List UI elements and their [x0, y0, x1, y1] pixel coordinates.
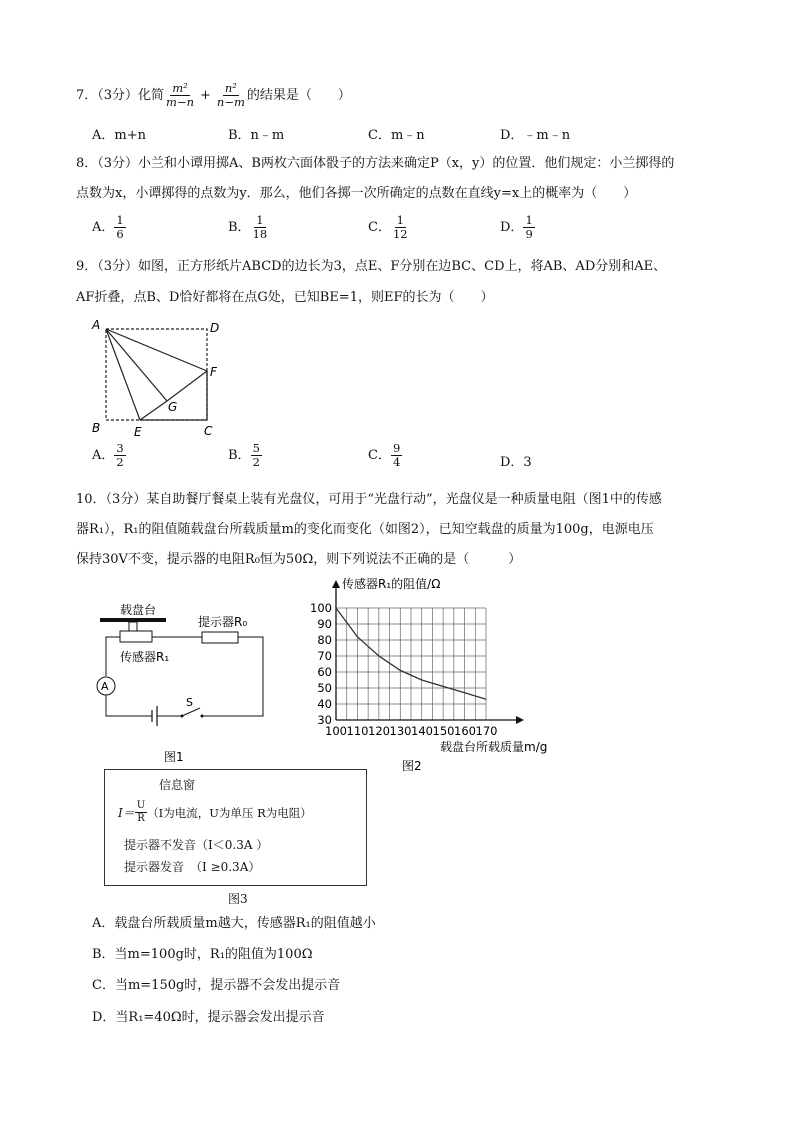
- circuit-diagram: [90, 596, 280, 771]
- x-tick-label: 100: [325, 724, 347, 738]
- segment-ag: [106, 329, 167, 401]
- q9-option-c-fraction: $\frac{9}{4}$: [392, 441, 401, 469]
- switch-pivot: [181, 715, 184, 718]
- q9-option-b[interactable]: B． $\frac{5}{2}$: [228, 441, 260, 469]
- r0-label: 提示器R₀: [198, 615, 248, 629]
- x-tick-label: 160: [454, 724, 476, 738]
- label-b: B: [92, 421, 101, 435]
- segment-eg: [140, 401, 167, 420]
- q8-option-b[interactable]: B． $\frac{1}{18}$: [228, 213, 268, 241]
- segment-af: [106, 329, 207, 371]
- q8-option-d-fraction: $\frac{1}{9}$: [525, 213, 533, 241]
- info-line-silent: 提示器不发音（I＜0.3A ）: [124, 838, 269, 852]
- tray-label: 载盘台: [120, 603, 157, 617]
- x-tick-label: 150: [432, 724, 455, 738]
- segment-ae: [106, 329, 140, 420]
- y-tick-label: 60: [317, 665, 332, 679]
- q10-line-1: 10．（3分）某自助餐厅餐桌上装有光盘仪，可用于“光盘行动”，光盘仪是一种质量电阻（图1中的传感: [76, 492, 662, 507]
- q8-option-d[interactable]: D． $\frac{1}{9}$: [500, 213, 533, 241]
- q8-option-b-fraction: $\frac{1}{18}$: [252, 213, 268, 241]
- x-tick-label: 170: [475, 724, 498, 738]
- x-tick-label: 130: [389, 724, 412, 738]
- fig3-caption: 图3: [228, 892, 248, 906]
- label-a: A: [92, 318, 101, 332]
- x-tick-label: 140: [411, 724, 433, 738]
- q7-fraction-1: $\frac{\text{m²}}{m-n}$: [166, 81, 194, 109]
- x-axis-label: 载盘台所载质量m/g: [440, 740, 548, 754]
- q9-option-b-fraction: $\frac{5}{2}$: [252, 441, 260, 469]
- resistance-chart: [308, 574, 570, 776]
- sensor-r1: [120, 631, 152, 642]
- chart-grid: [336, 608, 486, 720]
- q9-option-a-fraction: $\frac{3}{2}$: [116, 441, 124, 469]
- label-c: C: [204, 424, 213, 438]
- chart-title: 传感器R₁的阻值/Ω: [342, 577, 441, 591]
- tray-plate: [100, 618, 166, 622]
- wire-left-bottom: [106, 695, 152, 716]
- q7-fraction-2: $\frac{\text{n²}}{n-m}$: [216, 81, 245, 109]
- q8-option-c[interactable]: C． $\frac{1}{12}$: [368, 213, 408, 241]
- resistor-r0: [202, 632, 238, 643]
- q7-suffix: 的结果是（ ）: [246, 88, 351, 103]
- label-d: D: [210, 321, 220, 335]
- info-line-sound: 提示器发音 （I ≥0.3A）: [124, 860, 261, 874]
- info-window: [104, 769, 367, 886]
- y-tick-label: 90: [317, 617, 332, 631]
- fig2-caption: 图2: [402, 759, 422, 773]
- switch-label: S: [186, 696, 193, 709]
- y-tick-label: 50: [317, 681, 332, 695]
- y-axis-arrow: [332, 580, 340, 588]
- q10-option-d[interactable]: D．当R₁=40Ω时，提示器会发出提示音: [92, 1010, 325, 1025]
- x-axis-arrow: [516, 716, 524, 724]
- y-tick-label: 70: [317, 649, 332, 663]
- q7-stem: [76, 82, 351, 109]
- ammeter-label: A: [101, 680, 109, 693]
- q9-option-d[interactable]: D．3: [500, 455, 532, 470]
- info-title: 信息窗: [159, 778, 196, 792]
- wire-left-top: [106, 637, 120, 676]
- square-outline: [106, 329, 207, 420]
- label-e: E: [134, 425, 142, 439]
- label-f: F: [210, 365, 217, 379]
- q9-option-a[interactable]: A． $\frac{3}{2}$: [92, 441, 124, 469]
- r1-label: 传感器R₁: [120, 650, 170, 664]
- y-tick-label: 100: [310, 601, 332, 615]
- q10-option-a[interactable]: A．载盘台所载质量m越大，传感器R₁的阻值越小: [92, 916, 376, 931]
- formula-fraction: $\frac{U}{R}$: [136, 800, 146, 824]
- wire-right: [202, 637, 263, 716]
- q7-option-a[interactable]: A．m+n: [92, 128, 146, 143]
- q8-line-1: 8．（3分）小兰和小谭用掷A、B两枚六面体骰子的方法来确定P（x，y）的位置．他们规定：小兰掷得的: [76, 156, 675, 171]
- q9-line-2: AF折叠，点B、D恰好都将在点G处，已知BE=1，则EF的长为（ ）: [76, 290, 494, 305]
- q8-option-a[interactable]: A． $\frac{1}{6}$: [92, 213, 124, 241]
- q7-option-d[interactable]: D．﹣m﹣n: [500, 128, 571, 143]
- q8-option-a-fraction: $\frac{1}{6}$: [116, 213, 124, 241]
- segment-gf: [167, 371, 207, 401]
- y-tick-label: 80: [317, 633, 332, 647]
- x-tick-label: 120: [368, 724, 390, 738]
- switch-contact: [201, 715, 204, 718]
- q7-prefix: 7．（3分）化简: [76, 88, 165, 103]
- q9-option-c[interactable]: C． $\frac{9}{4}$: [368, 441, 401, 469]
- y-tick-label: 30: [317, 713, 332, 727]
- tray-stem: [129, 622, 137, 631]
- q10-line-3: 保持30V不变，提示器的电阻R₀恒为50Ω，则下列说法不正确的是（ ）: [76, 552, 522, 567]
- q7-option-b[interactable]: B．n﹣m: [228, 128, 285, 143]
- q7-plus: +: [200, 88, 211, 103]
- q8-line-2: 点数为x，小谭掷得的点数为y．那么，他们各掷一次所确定的点数在直线y=x上的概率为（ ）: [76, 186, 637, 201]
- q7-option-c[interactable]: C．m﹣n: [368, 128, 425, 143]
- q10-line-2: 器R₁），R₁的阻值随载盘台所载质量m的变化而变化（如图2），已知空载盘的质量为100g，电源电压: [76, 522, 654, 537]
- fig1-caption: 图1: [164, 750, 184, 764]
- label-g: G: [168, 400, 178, 414]
- q10-option-b[interactable]: B．当m=100g时，R₁的阻值为100Ω: [92, 947, 313, 962]
- q9-square-figure: [88, 316, 228, 440]
- x-tick-label: 110: [346, 724, 369, 738]
- chart-ticks: [310, 601, 497, 738]
- switch-lever: [182, 708, 200, 716]
- q10-option-c[interactable]: C．当m=150g时，提示器不会发出提示音: [92, 978, 341, 993]
- q9-line-1: 9．（3分）如图，正方形纸片ABCD的边长为3，点E、F分别在边BC、CD上，将AB、AD分别和AE、: [76, 259, 667, 274]
- y-tick-label: 40: [317, 697, 332, 711]
- info-formula: I＝ $\frac{U}{R}$ （I为电流，U为单压 R为电阻）: [118, 800, 312, 824]
- q8-option-c-fraction: $\frac{1}{12}$: [392, 213, 408, 241]
